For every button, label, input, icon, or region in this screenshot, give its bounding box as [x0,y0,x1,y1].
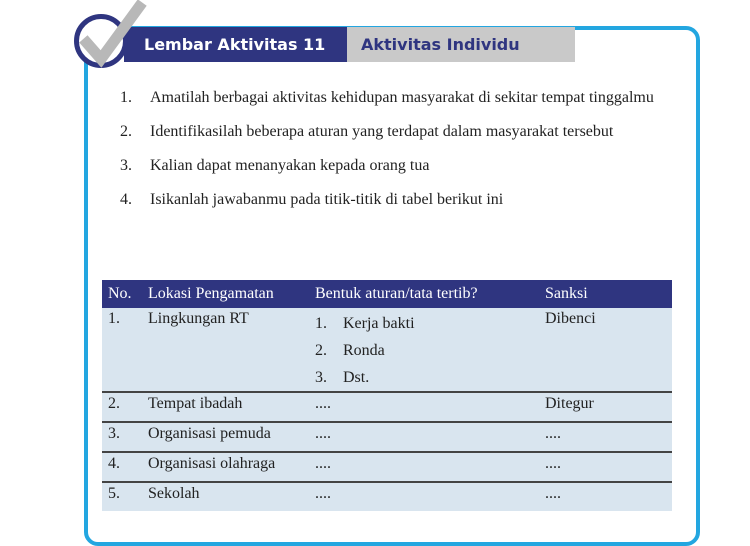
cell-sanction: .... [539,452,672,482]
instruction-item: 2. Identifikasilah beberapa aturan yang terdapat dalam masyarakat tersebut [120,123,614,140]
checkmark-icon [77,0,157,69]
instruction-list [120,84,672,220]
cell-sanction: .... [539,422,672,452]
rule-item: 1. Kerja bakti [315,315,415,332]
cell-sanction: Ditegur [539,392,672,422]
col-header-no: No. [102,280,142,308]
activity-type-label: Aktivitas Individu [347,27,575,62]
cell-location: Organisasi olahraga [142,452,309,482]
table-row [102,422,672,452]
cell-no: 2. [102,392,142,422]
cell-sanction: .... [539,482,672,511]
cell-location: Tempat ibadah [142,392,309,422]
cell-location: Sekolah [142,482,309,511]
observation-table [102,280,672,511]
instruction-item: 3. Kalian dapat menanyakan kepada orang tua [120,157,430,174]
table-row [102,482,672,511]
rule-item: 3. Dst. [315,369,370,386]
cell-location: Organisasi pemuda [142,422,309,452]
table-row [102,308,672,392]
cell-rule-list [309,308,539,392]
cell-no: 3. [102,422,142,452]
col-header-sanction: Sanksi [539,280,672,308]
cell-rule: .... [309,452,539,482]
cell-rule: .... [309,482,539,511]
table-header-row [102,280,672,308]
checkmark-badge [74,14,128,68]
col-header-location: Lokasi Pengamatan [142,280,309,308]
cell-no: 4. [102,452,142,482]
cell-location: Lingkungan RT [142,308,309,392]
cell-sanction: Dibenci [539,308,672,392]
cell-no: 1. [102,308,142,392]
col-header-rule: Bentuk aturan/tata tertib? [309,280,539,308]
activity-sheet-title: Lembar Aktivitas 11 [124,27,347,62]
cell-rule: .... [309,392,539,422]
cell-rule: .... [309,422,539,452]
cell-no: 5. [102,482,142,511]
rule-item: 2. Ronda [315,342,385,359]
instruction-item: 4. Isikanlah jawabanmu pada titik-titik di tabel berikut ini [120,191,504,208]
table-row [102,392,672,422]
table-row [102,452,672,482]
instruction-item: 1. Amatilah berbagai aktivitas kehidupan masyarakat di sekitar tempat tinggalmu [120,89,654,106]
